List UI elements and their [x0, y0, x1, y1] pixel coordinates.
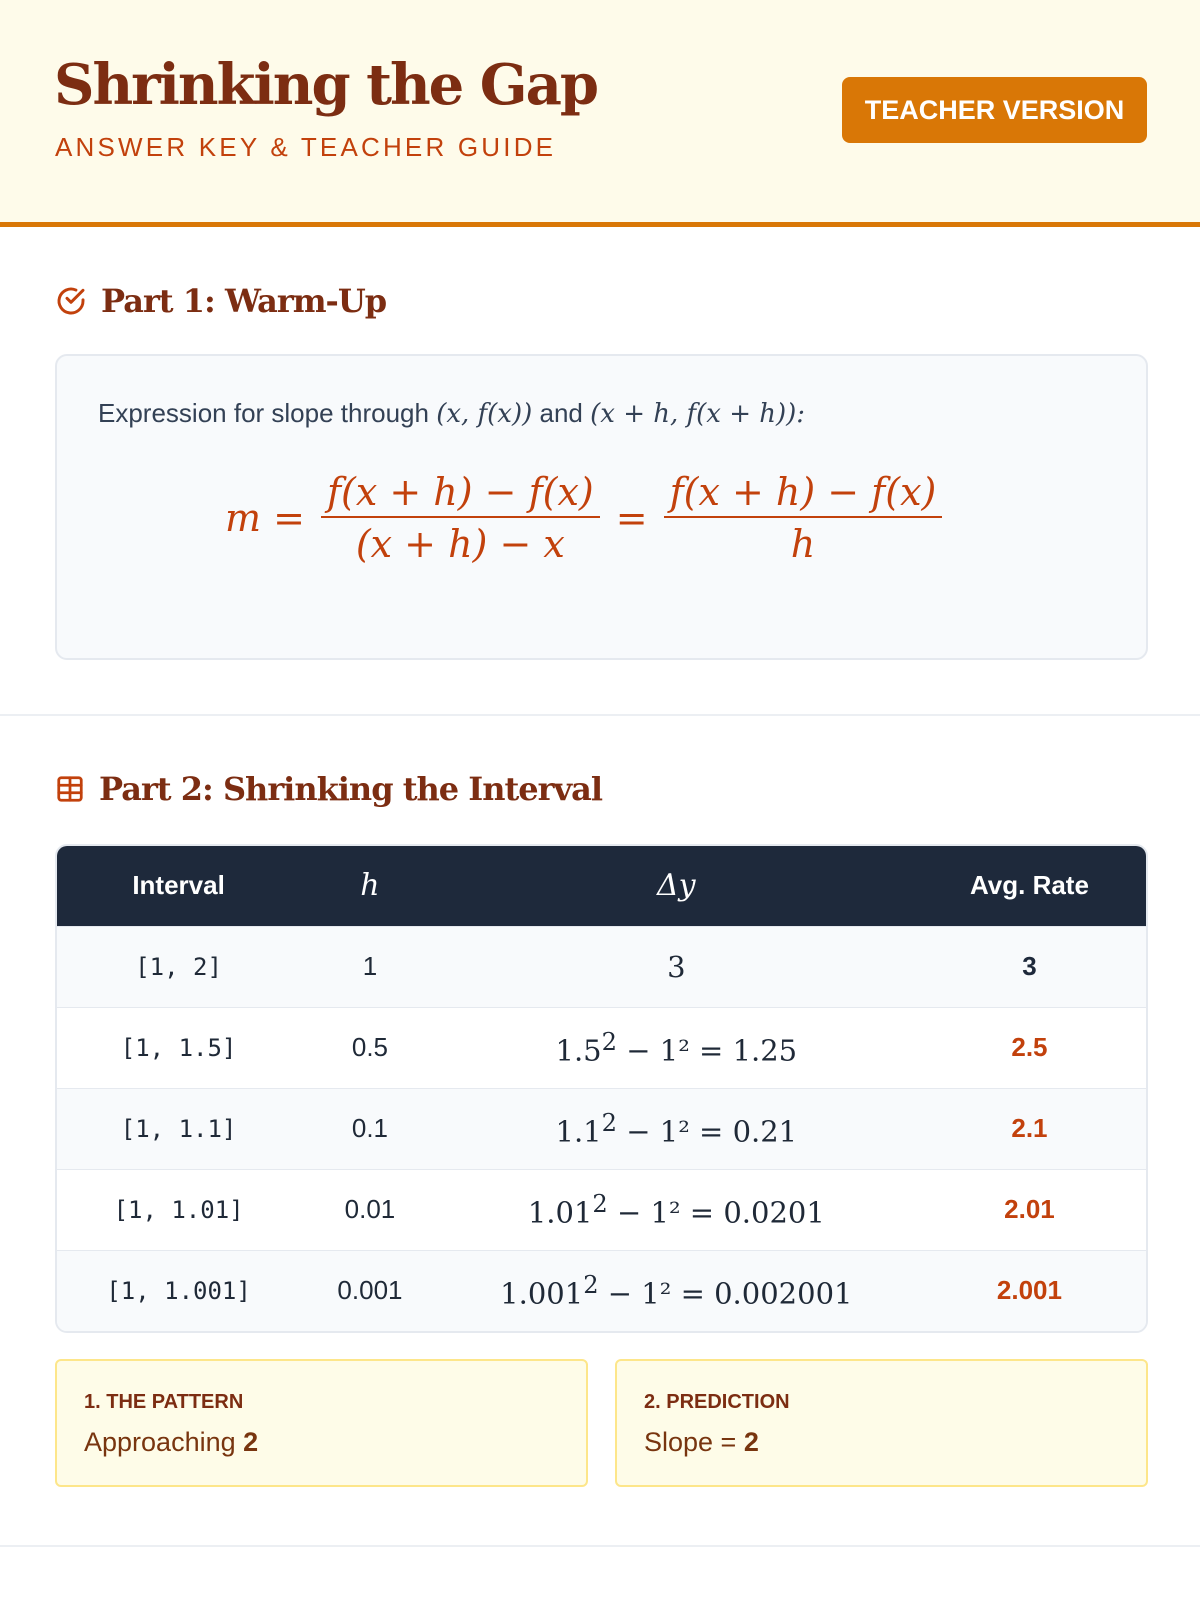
h-cell: 0.1 [300, 1088, 440, 1169]
interval-cell: [1, 1.01] [57, 1169, 300, 1250]
dy-base: 3 [667, 949, 686, 984]
dy-rest: − 1² = 0.21 [617, 1114, 798, 1149]
page-title: Shrinking the Gap [54, 52, 598, 118]
formula-lhs: m = [225, 496, 305, 540]
rate-cell: 2.001 [913, 1250, 1146, 1331]
section-divider [0, 714, 1200, 716]
interval-cell: [1, 1.1] [57, 1088, 300, 1169]
warmup-intro [98, 398, 805, 429]
formula-equals: = [615, 496, 648, 540]
rate-cell: 2.01 [913, 1169, 1146, 1250]
dy-cell [440, 1007, 913, 1088]
part2-heading [55, 770, 602, 808]
prediction-label: 2. PREDICTION [644, 1391, 790, 1413]
prediction-value [644, 1427, 759, 1458]
dy-cell [440, 926, 913, 1007]
dy-base: 1.01 [527, 1195, 593, 1230]
table-row [57, 1088, 1146, 1169]
rate-cell: 3 [913, 926, 1146, 1007]
table-row [57, 1169, 1146, 1250]
dy-exponent: 2 [601, 1027, 618, 1056]
teacher-version-button[interactable]: TEACHER VERSION [842, 77, 1147, 143]
fraction-2 [664, 470, 943, 566]
dy-rest: − 1² = 0.002001 [598, 1276, 853, 1311]
col-header-dy: Δy [657, 868, 696, 904]
table-grid-icon [55, 774, 85, 804]
rate-cell: 2.1 [913, 1088, 1146, 1169]
prediction-callout [615, 1359, 1148, 1487]
pattern-prefix: Approaching [84, 1427, 244, 1457]
col-header-interval: Interval [132, 870, 225, 901]
part1-title: Part 1: Warm-Up [101, 282, 387, 320]
fraction-2-denominator: h [790, 522, 816, 566]
h-cell: 0.5 [300, 1007, 440, 1088]
point-2: (x + h, f(x + h)): [590, 399, 806, 429]
prediction-number: 2 [743, 1427, 759, 1457]
bottom-divider [0, 1545, 1200, 1547]
part2-title: Part 2: Shrinking the Interval [99, 770, 602, 808]
dy-base: 1.5 [555, 1033, 602, 1068]
rate-cell: 2.5 [913, 1007, 1146, 1088]
page-subtitle: ANSWER KEY & TEACHER GUIDE [55, 132, 557, 162]
interval-cell: [1, 2] [57, 926, 300, 1007]
point-1: (x, f(x)) [436, 399, 533, 429]
fraction-1 [321, 470, 600, 566]
interval-table [55, 844, 1148, 1333]
pattern-number: 2 [243, 1427, 259, 1457]
pattern-label: 1. THE PATTERN [84, 1391, 244, 1413]
slope-formula [225, 470, 942, 566]
dy-cell [440, 1169, 913, 1250]
prediction-prefix: Slope = [644, 1427, 744, 1457]
dy-rest: − 1² = 1.25 [617, 1033, 798, 1068]
dy-base: 1.1 [555, 1114, 602, 1149]
warmup-box [55, 354, 1148, 660]
table-row [57, 1250, 1146, 1331]
h-cell: 0.01 [300, 1169, 440, 1250]
table-header-row [57, 846, 1146, 926]
interval-cell: [1, 1.5] [57, 1007, 300, 1088]
table-row [57, 1007, 1146, 1088]
col-header-rate: Avg. Rate [969, 870, 1089, 901]
pattern-value [84, 1427, 258, 1458]
col-header-h: h [360, 868, 380, 904]
dy-base: 1.001 [500, 1276, 584, 1311]
dy-rest: − 1² = 0.0201 [607, 1195, 825, 1230]
fraction-2-numerator: f(x + h) − f(x) [664, 470, 943, 518]
page-header [0, 0, 1200, 227]
dy-exponent: 2 [592, 1189, 608, 1218]
h-cell: 0.001 [300, 1250, 440, 1331]
dy-cell [440, 1088, 913, 1169]
dy-exponent: 2 [583, 1270, 599, 1299]
fraction-1-numerator: f(x + h) − f(x) [321, 470, 600, 518]
check-circle-icon [55, 285, 87, 317]
fraction-1-denominator: (x + h) − x [355, 522, 565, 566]
conjunction: and [539, 398, 583, 428]
interval-cell: [1, 1.001] [57, 1250, 300, 1331]
pattern-callout [55, 1359, 588, 1487]
part1-heading [55, 282, 386, 320]
dy-cell [440, 1250, 913, 1331]
table-row [57, 926, 1146, 1007]
intro-text: Expression for slope through [98, 398, 429, 428]
dy-exponent: 2 [601, 1108, 618, 1137]
h-cell: 1 [300, 926, 440, 1007]
